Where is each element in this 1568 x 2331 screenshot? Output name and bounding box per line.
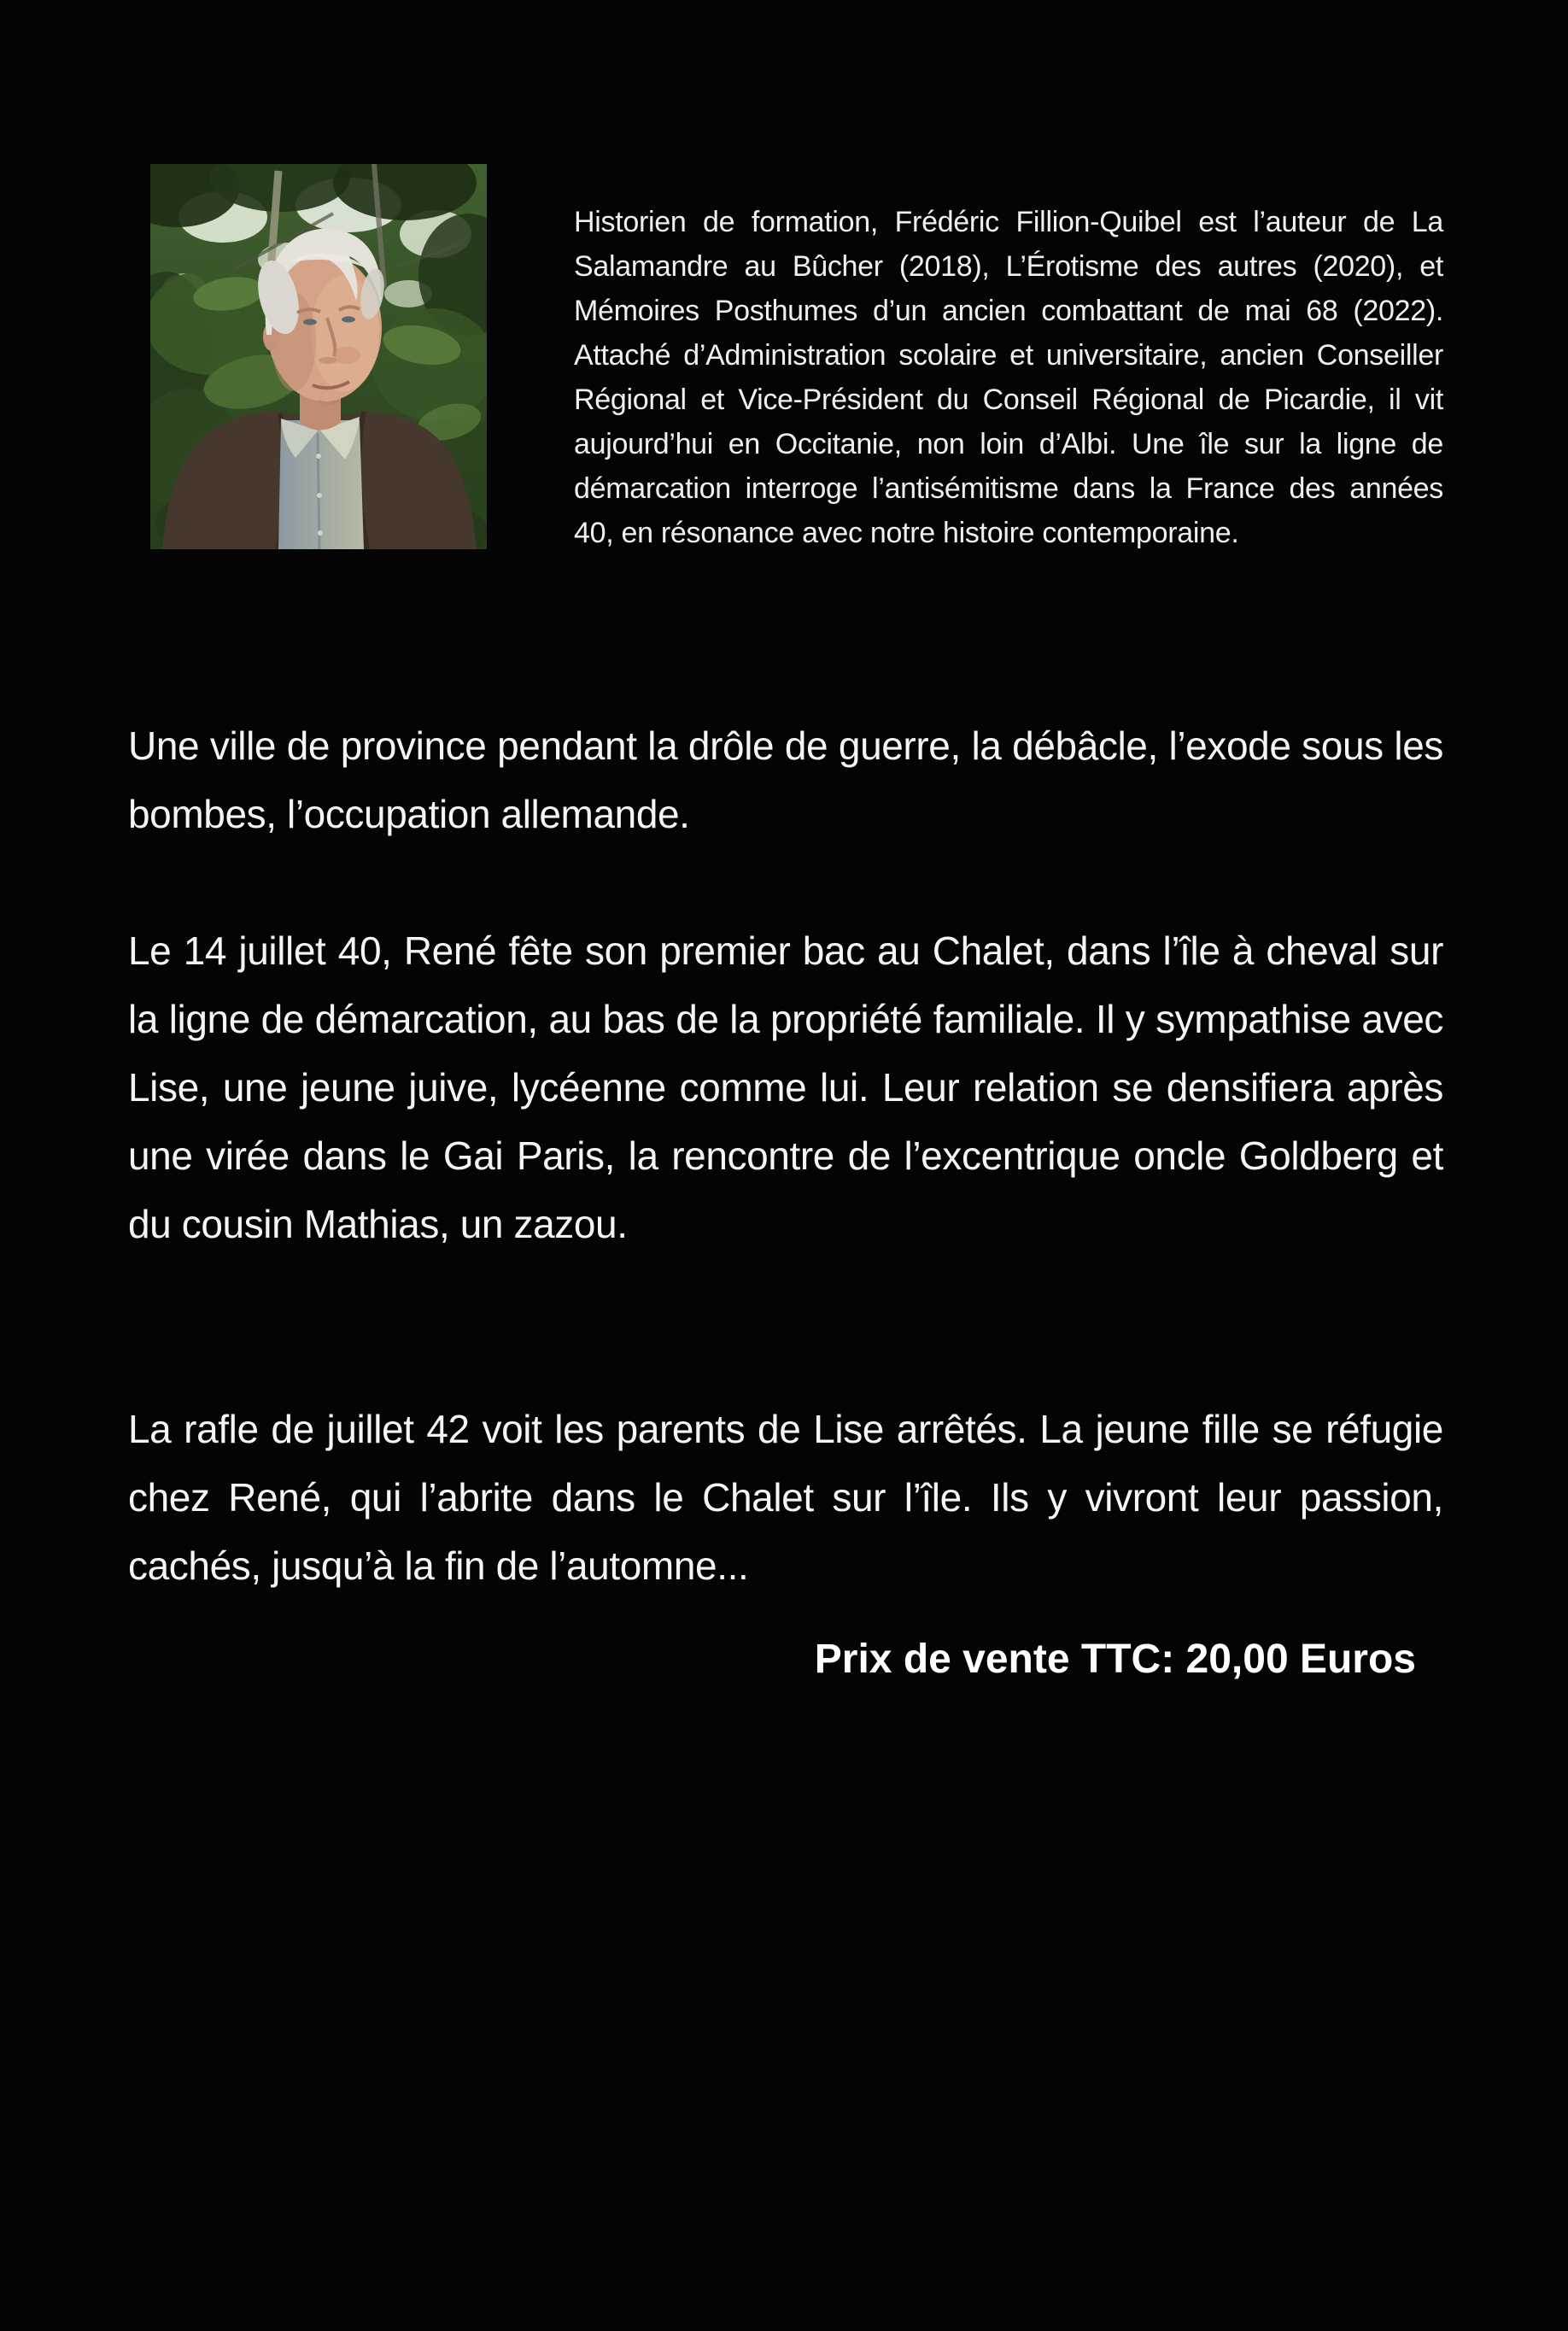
price-line: Prix de vente TTC: 20,00 Euros xyxy=(814,1637,1416,1682)
synopsis-paragraph-3: La rafle de juillet 42 voit les parents de Lise arrêtés. La jeune fille se réfugie chez René, qui l’abrite dans le Chalet sur l’île. Ils y vivront leur passion, cachés, jusqu’à la fin de l’automne... xyxy=(128,1407,1443,1588)
author-bio: Historien de formation, Frédéric Fillion-Quibel est l’auteur de La Salamandre au Bûcher (2018), L’Érotisme des autres (2020), et Mémoires Posthumes d’un ancien combattant de mai 68 (2022). Attaché d’Administration scolaire et universitaire, ancien Conseiller Régional et Vice-Président du Conseil Régional de Picardie, il vit aujourd’hui en Occitanie, non loin d’Albi. Une île sur la ligne de démarcation interroge l’antisémitisme dans la France des années 40, en résonance avec notre histoire contemporaine. xyxy=(574,206,1443,549)
author-photo-illustration xyxy=(150,164,487,549)
synopsis-paragraph-2: Le 14 juillet 40, René fête son premier bac au Chalet, dans l’île à cheval sur la ligne de démarcation, au bas de la propriété familiale. Il y sympathise avec Lise, une jeune juive, lycéenne comme lui. Leur relation se densifiera après une virée dans le Gai Paris, la rencontre de l’excentrique oncle Goldberg et du cousin Mathias, un zazou. xyxy=(128,928,1443,1246)
author-photo xyxy=(150,164,487,549)
synopsis-paragraph-1: Une ville de province pendant la drôle de guerre, la débâcle, l’exode sous les bombes, l’occupation allemande. xyxy=(128,723,1443,836)
